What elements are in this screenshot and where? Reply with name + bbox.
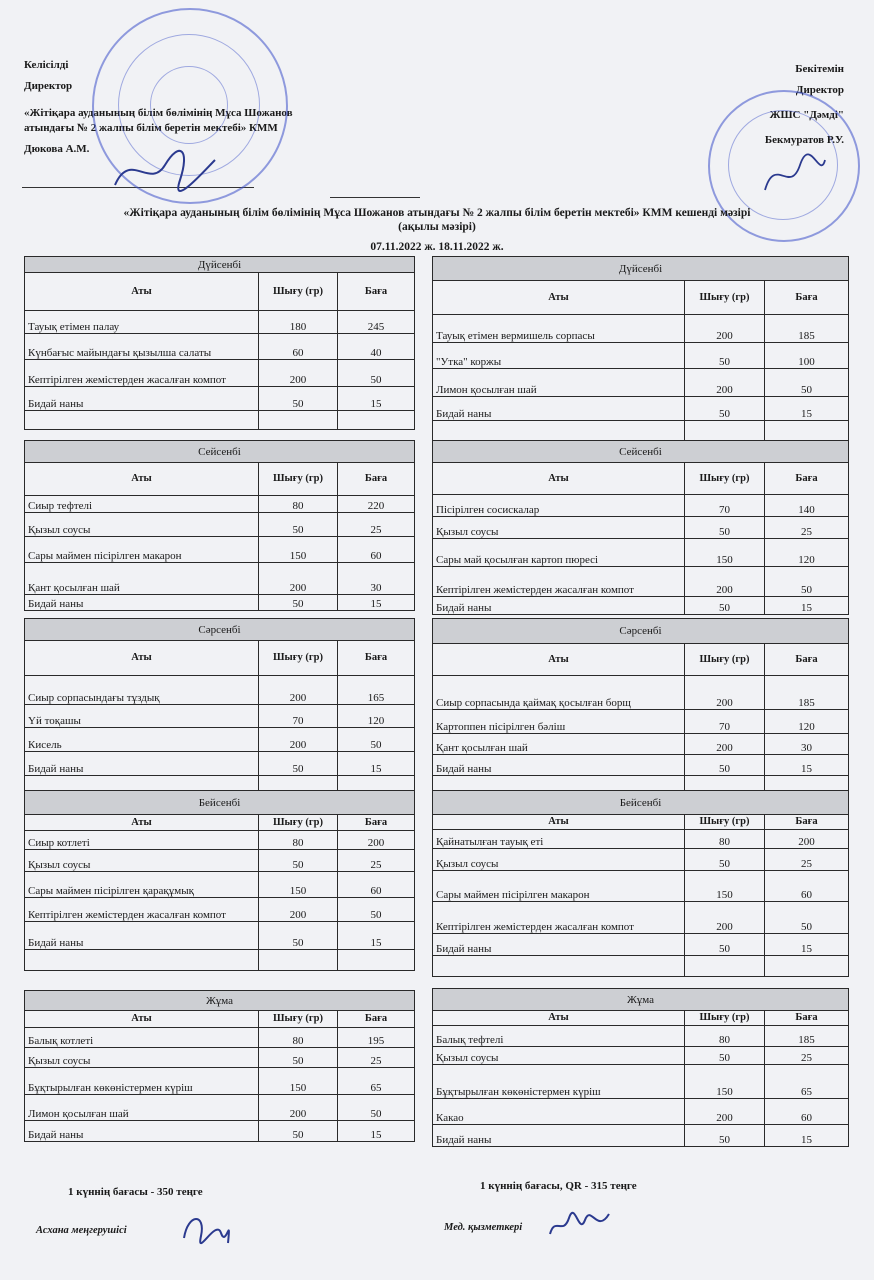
dish-name: Бидай наны [25, 1121, 259, 1142]
dish-weight: 200 [685, 676, 765, 710]
dish-weight: 50 [685, 517, 765, 539]
column-header-weight: Шығу (гр) [685, 815, 765, 830]
table-row [433, 1047, 849, 1065]
dish-name: Сары маймен пісірілген қарақұмық [25, 872, 259, 898]
column-header-price: Баға [338, 815, 415, 831]
column-header-weight: Шығу (гр) [259, 815, 338, 831]
empty-cell [338, 950, 415, 971]
dish-price: 15 [765, 397, 849, 421]
day-name: Дүйсенбі [25, 257, 415, 273]
dish-weight: 200 [259, 676, 338, 705]
dish-price: 25 [338, 850, 415, 872]
dish-weight: 70 [685, 710, 765, 734]
table-row [25, 563, 415, 595]
table-row [25, 850, 415, 872]
menu-table-left-3 [24, 618, 415, 797]
column-header-row [25, 641, 415, 676]
org-name-line2: атындағы № 2 жалпы білім беретін мектебі» КММ [24, 122, 278, 134]
table-row [25, 496, 415, 513]
table-row [433, 871, 849, 902]
column-header-name: Аты [25, 463, 259, 496]
dish-name: Бидай наны [433, 597, 685, 615]
table-row [25, 537, 415, 563]
director-label: Директор [24, 80, 73, 92]
table-row [25, 831, 415, 850]
dish-name: Кептірілген жемістерден жасалған компот [25, 898, 259, 922]
dish-weight: 150 [685, 871, 765, 902]
column-header-weight: Шығу (гр) [259, 273, 338, 311]
dish-name: Пісірілген сосискалар [433, 495, 685, 517]
column-header-weight: Шығу (гр) [685, 281, 765, 315]
day-name: Сейсенбі [433, 441, 849, 463]
dish-weight: 80 [259, 831, 338, 850]
menu-table-right-5 [432, 988, 849, 1147]
table-row [433, 495, 849, 517]
dish-weight: 150 [685, 1065, 765, 1099]
column-header-price: Баға [765, 281, 849, 315]
dish-price: 25 [765, 1047, 849, 1065]
dish-price: 120 [765, 539, 849, 567]
table-row [433, 710, 849, 734]
day-name: Бейсенбі [433, 791, 849, 815]
medical-worker-label: Мед. қызметкері [444, 1222, 523, 1233]
dish-price: 65 [338, 1068, 415, 1095]
column-header-price: Баға [338, 273, 415, 311]
dish-price: 120 [338, 705, 415, 728]
table-row [433, 1026, 849, 1047]
menu-table-left-2 [24, 440, 415, 611]
dish-name: Картоппен пісірілген бәліш [433, 710, 685, 734]
table-row [25, 1028, 415, 1048]
table-row [25, 1095, 415, 1121]
director-signature-right-icon [760, 150, 830, 200]
table-row [433, 934, 849, 956]
dish-price: 165 [338, 676, 415, 705]
dish-price: 50 [338, 728, 415, 752]
table-row [433, 597, 849, 615]
table-row [25, 311, 415, 334]
empty-cell [765, 956, 849, 977]
empty-cell [25, 950, 259, 971]
dish-weight: 50 [259, 850, 338, 872]
dish-price: 50 [338, 1095, 415, 1121]
column-header-name: Аты [433, 281, 685, 315]
dish-name: Қант қосылған шай [25, 563, 259, 595]
column-header-name: Аты [25, 641, 259, 676]
dish-name: Кептірілген жемістерден жасалған компот [433, 902, 685, 934]
column-header-row [433, 644, 849, 676]
dish-price: 60 [338, 872, 415, 898]
table-row [433, 315, 849, 343]
table-row [25, 922, 415, 950]
dish-price: 60 [338, 537, 415, 563]
dish-weight: 50 [259, 513, 338, 537]
dish-name: Тауық етімен палау [25, 311, 259, 334]
dish-price: 60 [765, 1099, 849, 1125]
dish-name: Сары маймен пісірілген макарон [433, 871, 685, 902]
dish-price: 65 [765, 1065, 849, 1099]
empty-cell [685, 421, 765, 442]
dish-name: "Утка" коржы [433, 343, 685, 369]
menu-title [20, 206, 854, 254]
table-row [433, 397, 849, 421]
dish-name: Лимон қосылған шай [433, 369, 685, 397]
dish-weight: 50 [259, 595, 338, 611]
table-row [25, 728, 415, 752]
table-row [433, 755, 849, 776]
table-row [433, 1065, 849, 1099]
table-row [25, 334, 415, 360]
dish-name: Қайнатылған тауық еті [433, 830, 685, 849]
table-row [433, 421, 849, 442]
company-name: ЖШС "Дәмді" [769, 109, 844, 121]
column-header-weight: Шығу (гр) [259, 463, 338, 496]
dish-price: 220 [338, 496, 415, 513]
menu-table-left-1 [24, 256, 415, 430]
day-name: Сәрсенбі [433, 619, 849, 644]
dish-price: 185 [765, 315, 849, 343]
table-row [25, 752, 415, 776]
day-name: Жұма [433, 989, 849, 1011]
column-header-weight: Шығу (гр) [259, 641, 338, 676]
column-header-name: Аты [25, 1011, 259, 1028]
column-header-weight: Шығу (гр) [685, 1011, 765, 1026]
table-row [433, 849, 849, 871]
table-row [25, 872, 415, 898]
dish-name: Сиыр сорпасында қаймақ қосылған борщ [433, 676, 685, 710]
table-row [25, 595, 415, 611]
table-row [25, 411, 415, 430]
column-header-row [433, 463, 849, 495]
dish-name: Бидай наны [25, 387, 259, 411]
dish-name: Бұқтырылған көкөністермен күріш [25, 1068, 259, 1095]
dish-weight: 150 [685, 539, 765, 567]
dish-name: Бидай наны [433, 934, 685, 956]
approve-label: Бекітемін [795, 63, 844, 75]
day-name: Бейсенбі [25, 791, 415, 815]
dish-weight: 200 [685, 567, 765, 597]
dish-weight: 200 [259, 563, 338, 595]
dish-weight: 50 [685, 934, 765, 956]
dish-price: 15 [338, 1121, 415, 1142]
dish-weight: 50 [259, 752, 338, 776]
director-signature-left-icon [110, 140, 220, 200]
column-header-price: Баға [338, 641, 415, 676]
canteen-head-signature-icon [176, 1208, 236, 1248]
dish-weight: 200 [685, 315, 765, 343]
table-row [25, 676, 415, 705]
dish-weight: 70 [259, 705, 338, 728]
dish-name: Балық тефтелі [433, 1026, 685, 1047]
title-rule [330, 197, 420, 198]
dish-name: Қызыл соусы [433, 517, 685, 539]
column-header-name: Аты [25, 273, 259, 311]
column-header-weight: Шығу (гр) [259, 1011, 338, 1028]
table-row [433, 956, 849, 977]
dish-name: Қызыл соусы [433, 1047, 685, 1065]
dish-weight: 50 [259, 922, 338, 950]
dish-price: 15 [765, 934, 849, 956]
table-row [433, 676, 849, 710]
column-header-weight: Шығу (гр) [685, 644, 765, 676]
column-header-row [25, 1011, 415, 1028]
menu-table-left-5 [24, 990, 415, 1142]
dish-weight: 80 [259, 496, 338, 513]
empty-cell [259, 950, 338, 971]
director-name-right: Бекмуратов Р.У. [764, 134, 844, 146]
dish-weight: 50 [259, 1048, 338, 1068]
menu-table-right-4 [432, 790, 849, 977]
right-daily-total: 1 күннің бағасы, QR - 315 теңге [480, 1180, 637, 1192]
column-header-row [433, 815, 849, 830]
dish-name: Сиыр сорпасындағы тұздық [25, 676, 259, 705]
dish-name: Қызыл соусы [433, 849, 685, 871]
dish-name: Бидай наны [25, 752, 259, 776]
dish-weight: 50 [685, 1047, 765, 1065]
dish-weight: 150 [259, 537, 338, 563]
table-row [25, 1048, 415, 1068]
dish-name: Бидай наны [25, 595, 259, 611]
dish-name: Сары май қосылған картоп пюресі [433, 539, 685, 567]
dish-weight: 200 [685, 734, 765, 755]
dish-price: 50 [765, 567, 849, 597]
table-row [25, 1121, 415, 1142]
column-header-name: Аты [433, 463, 685, 495]
dish-price: 30 [338, 563, 415, 595]
dish-name: Бидай наны [433, 755, 685, 776]
dish-name: Кептірілген жемістерден жасалған компот [433, 567, 685, 597]
column-header-price: Баға [765, 815, 849, 830]
column-header-name: Аты [433, 815, 685, 830]
menu-table-right-2 [432, 440, 849, 615]
table-row [433, 830, 849, 849]
dish-price: 40 [338, 334, 415, 360]
dish-weight: 50 [685, 755, 765, 776]
column-header-row [25, 273, 415, 311]
dish-weight: 70 [685, 495, 765, 517]
dish-price: 15 [765, 1125, 849, 1147]
dish-name: Сиыр тефтелі [25, 496, 259, 513]
table-row [433, 369, 849, 397]
dish-price: 140 [765, 495, 849, 517]
column-header-row [433, 1011, 849, 1026]
dish-weight: 50 [685, 597, 765, 615]
dish-name: Қызыл соусы [25, 513, 259, 537]
column-header-row [25, 463, 415, 496]
dish-name: Бидай наны [433, 1125, 685, 1147]
dish-price: 25 [338, 513, 415, 537]
dish-name: Бидай наны [433, 397, 685, 421]
table-row [433, 1125, 849, 1147]
table-row [433, 1099, 849, 1125]
table-row [25, 898, 415, 922]
org-name-line1: «Жітіқара ауданының білім бөлімінің Мұса Шожанов [24, 107, 293, 119]
left-daily-total: 1 күннің бағасы - 350 теңге [68, 1186, 203, 1198]
medical-worker-signature-icon [545, 1206, 615, 1242]
approved-label: Келісілді [24, 59, 69, 71]
dish-weight: 150 [259, 1068, 338, 1095]
empty-cell [25, 411, 259, 430]
dish-name: Лимон қосылған шай [25, 1095, 259, 1121]
table-row [433, 734, 849, 755]
menu-title-line2: (ақылы мәзірі) [398, 221, 476, 233]
dish-price: 15 [765, 755, 849, 776]
column-header-name: Аты [433, 644, 685, 676]
dish-weight: 200 [259, 898, 338, 922]
director-name: Дюкова А.М. [24, 143, 90, 155]
table-row [25, 950, 415, 971]
dish-price: 50 [765, 369, 849, 397]
dish-name: Үй тоқашы [25, 705, 259, 728]
dish-price: 195 [338, 1028, 415, 1048]
dish-price: 15 [338, 595, 415, 611]
day-name: Сейсенбі [25, 441, 415, 463]
menu-table-left-4 [24, 790, 415, 971]
column-header-price: Баға [765, 1011, 849, 1026]
dish-name: Қызыл соусы [25, 850, 259, 872]
dish-weight: 50 [685, 343, 765, 369]
dish-name: Кептірілген жемістерден жасалған компот [25, 360, 259, 387]
day-name: Жұма [25, 991, 415, 1011]
dish-weight: 80 [685, 830, 765, 849]
column-header-price: Баға [765, 644, 849, 676]
column-header-price: Баға [338, 1011, 415, 1028]
dish-price: 15 [765, 597, 849, 615]
dish-weight: 200 [685, 369, 765, 397]
dish-weight: 200 [685, 1099, 765, 1125]
dish-price: 30 [765, 734, 849, 755]
menu-title-line1: «Жітіқара ауданының білім бөлімінің Мұса Шожанов атындағы № 2 жалпы білім беретін мектебі» КММ кешенді мәзірі [123, 207, 751, 219]
dish-name: Кисель [25, 728, 259, 752]
dish-price: 185 [765, 1026, 849, 1047]
table-row [25, 360, 415, 387]
column-header-name: Аты [25, 815, 259, 831]
dish-weight: 150 [259, 872, 338, 898]
dish-price: 185 [765, 676, 849, 710]
dish-price: 50 [338, 898, 415, 922]
empty-cell [433, 421, 685, 442]
dish-price: 245 [338, 311, 415, 334]
dish-price: 15 [338, 752, 415, 776]
dish-name: Қызыл соусы [25, 1048, 259, 1068]
dish-weight: 200 [685, 902, 765, 934]
dish-name: Балық котлеті [25, 1028, 259, 1048]
dish-name: Бидай наны [25, 922, 259, 950]
menu-period: 07.11.2022 ж. 18.11.2022 ж. [370, 241, 504, 253]
dish-price: 25 [338, 1048, 415, 1068]
column-header-name: Аты [433, 1011, 685, 1026]
dish-price: 25 [765, 517, 849, 539]
dish-price: 200 [765, 830, 849, 849]
table-row [25, 387, 415, 411]
day-name: Дүйсенбі [433, 257, 849, 281]
dish-weight: 50 [685, 849, 765, 871]
empty-cell [685, 956, 765, 977]
dish-weight: 50 [259, 1121, 338, 1142]
column-header-row [433, 281, 849, 315]
dish-price: 15 [338, 922, 415, 950]
table-row [433, 343, 849, 369]
dish-weight: 180 [259, 311, 338, 334]
table-row [433, 902, 849, 934]
dish-weight: 50 [685, 397, 765, 421]
dish-price: 60 [765, 871, 849, 902]
empty-cell [433, 956, 685, 977]
dish-name: Күнбағыс майындағы қызылша салаты [25, 334, 259, 360]
dish-weight: 50 [259, 387, 338, 411]
canteen-head-label: Асхана меңгерушісі [36, 1225, 127, 1236]
dish-weight: 50 [685, 1125, 765, 1147]
dish-weight: 200 [259, 1095, 338, 1121]
dish-weight: 60 [259, 334, 338, 360]
table-row [25, 1068, 415, 1095]
menu-table-right-1 [432, 256, 849, 442]
column-header-row [25, 815, 415, 831]
director-label-right: Директор [795, 84, 844, 96]
dish-name: Сары маймен пісірілген макарон [25, 537, 259, 563]
dish-price: 25 [765, 849, 849, 871]
dish-name: Қант қосылған шай [433, 734, 685, 755]
table-row [433, 567, 849, 597]
table-row [25, 513, 415, 537]
dish-price: 15 [338, 387, 415, 411]
dish-price: 200 [338, 831, 415, 850]
dish-name: Сиыр котлеті [25, 831, 259, 850]
empty-cell [765, 421, 849, 442]
empty-cell [259, 411, 338, 430]
dish-price: 100 [765, 343, 849, 369]
dish-weight: 200 [259, 360, 338, 387]
dish-name: Какао [433, 1099, 685, 1125]
dish-weight: 200 [259, 728, 338, 752]
column-header-price: Баға [765, 463, 849, 495]
dish-weight: 80 [685, 1026, 765, 1047]
dish-price: 120 [765, 710, 849, 734]
table-row [433, 539, 849, 567]
dish-name: Бұқтырылған көкөністермен күріш [433, 1065, 685, 1099]
table-row [433, 517, 849, 539]
column-header-weight: Шығу (гр) [685, 463, 765, 495]
empty-cell [338, 411, 415, 430]
dish-price: 50 [338, 360, 415, 387]
dish-weight: 80 [259, 1028, 338, 1048]
table-row [25, 705, 415, 728]
dish-name: Тауық етімен вермишель сорпасы [433, 315, 685, 343]
column-header-price: Баға [338, 463, 415, 496]
menu-table-right-3 [432, 618, 849, 798]
day-name: Сәрсенбі [25, 619, 415, 641]
dish-price: 50 [765, 902, 849, 934]
